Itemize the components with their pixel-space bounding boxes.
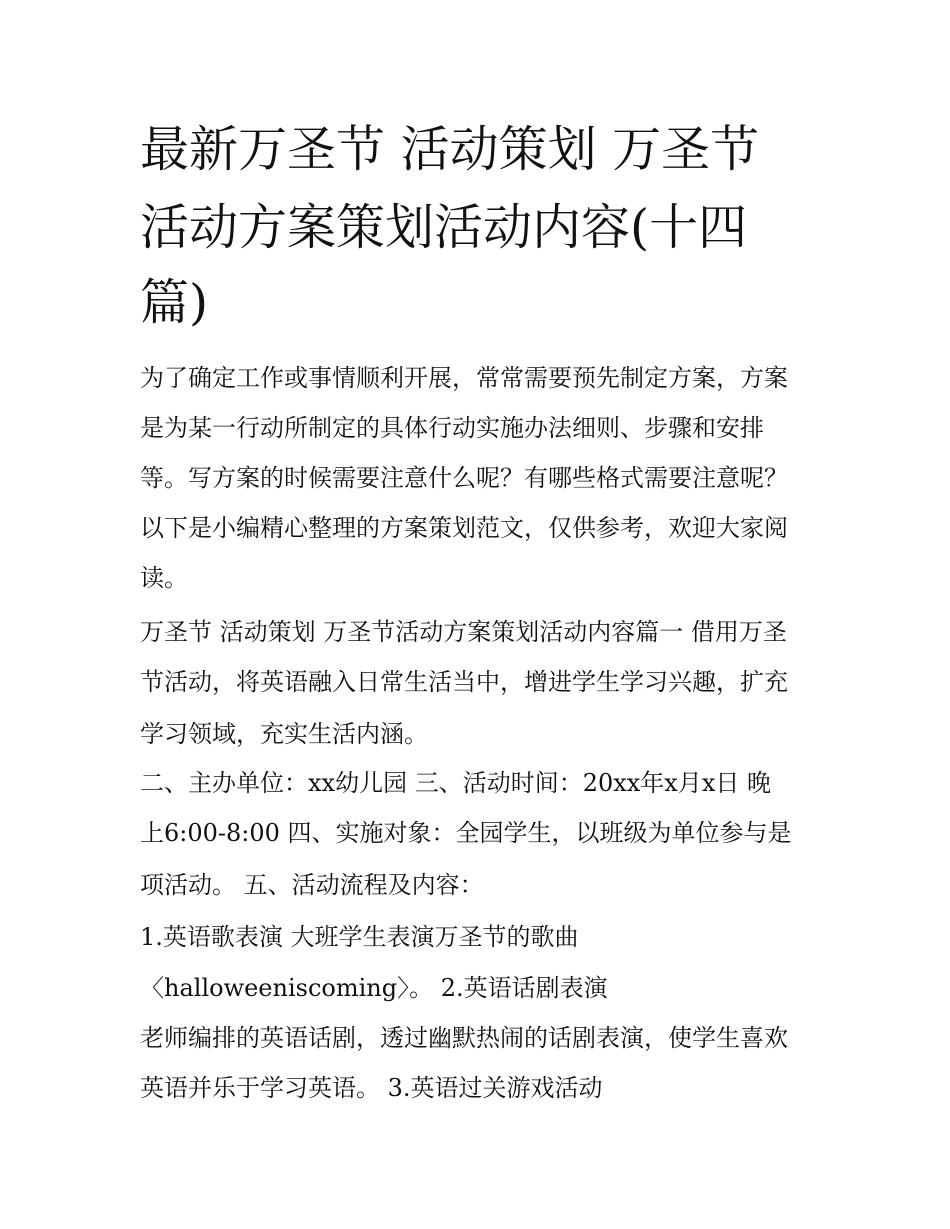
body-line: 老师编排的英语话剧，透过幽默热闹的话剧表演，使学生喜欢 xyxy=(140,1024,788,1052)
body-line: 1.英语歌表演 大班学生表演万圣节的歌曲 xyxy=(140,923,579,951)
title-line: 篇) xyxy=(140,274,209,331)
body-line: 读。 xyxy=(140,564,188,592)
body-line: 以下是小编精心整理的方案策划范文，仅供参考，欢迎大家阅 xyxy=(140,514,788,542)
title-line: 最新万圣节 活动策划 万圣节 xyxy=(140,121,760,178)
body-line: 上6:00-8:00 四、实施对象：全园学生，以班级为单位参与是 xyxy=(140,819,792,847)
title-line: 活动方案策划活动内容(十四 xyxy=(140,199,748,256)
body-line: 是为某一行动所制定的具体行动实施办法细则、步骤和安排 xyxy=(140,414,764,442)
body-line: 二、主办单位：xx幼儿园 三、活动时间：20xx年x月x日 晚 xyxy=(140,769,772,797)
body-line: 项活动。 五、活动流程及内容： xyxy=(140,871,484,899)
body-line: 等。写方案的时候需要注意什么呢？有哪些格式需要注意呢？ xyxy=(140,464,788,492)
body-line: 节活动，将英语融入日常生活当中，增进学生学习兴趣，扩充 xyxy=(140,668,788,696)
body-line: 为了确定工作或事情顺利开展，常常需要预先制定方案，方案 xyxy=(140,364,788,392)
body-line: 〈halloweeniscoming〉。 2.英语话剧表演 xyxy=(140,974,608,1002)
body-line: 万圣节 活动策划 万圣节活动方案策划活动内容篇一 借用万圣 xyxy=(140,618,787,646)
body-line: 英语并乐于学习英语。 3.英语过关游戏活动 xyxy=(140,1074,603,1102)
body-line: 学习领域，充实生活内涵。 xyxy=(140,720,428,748)
